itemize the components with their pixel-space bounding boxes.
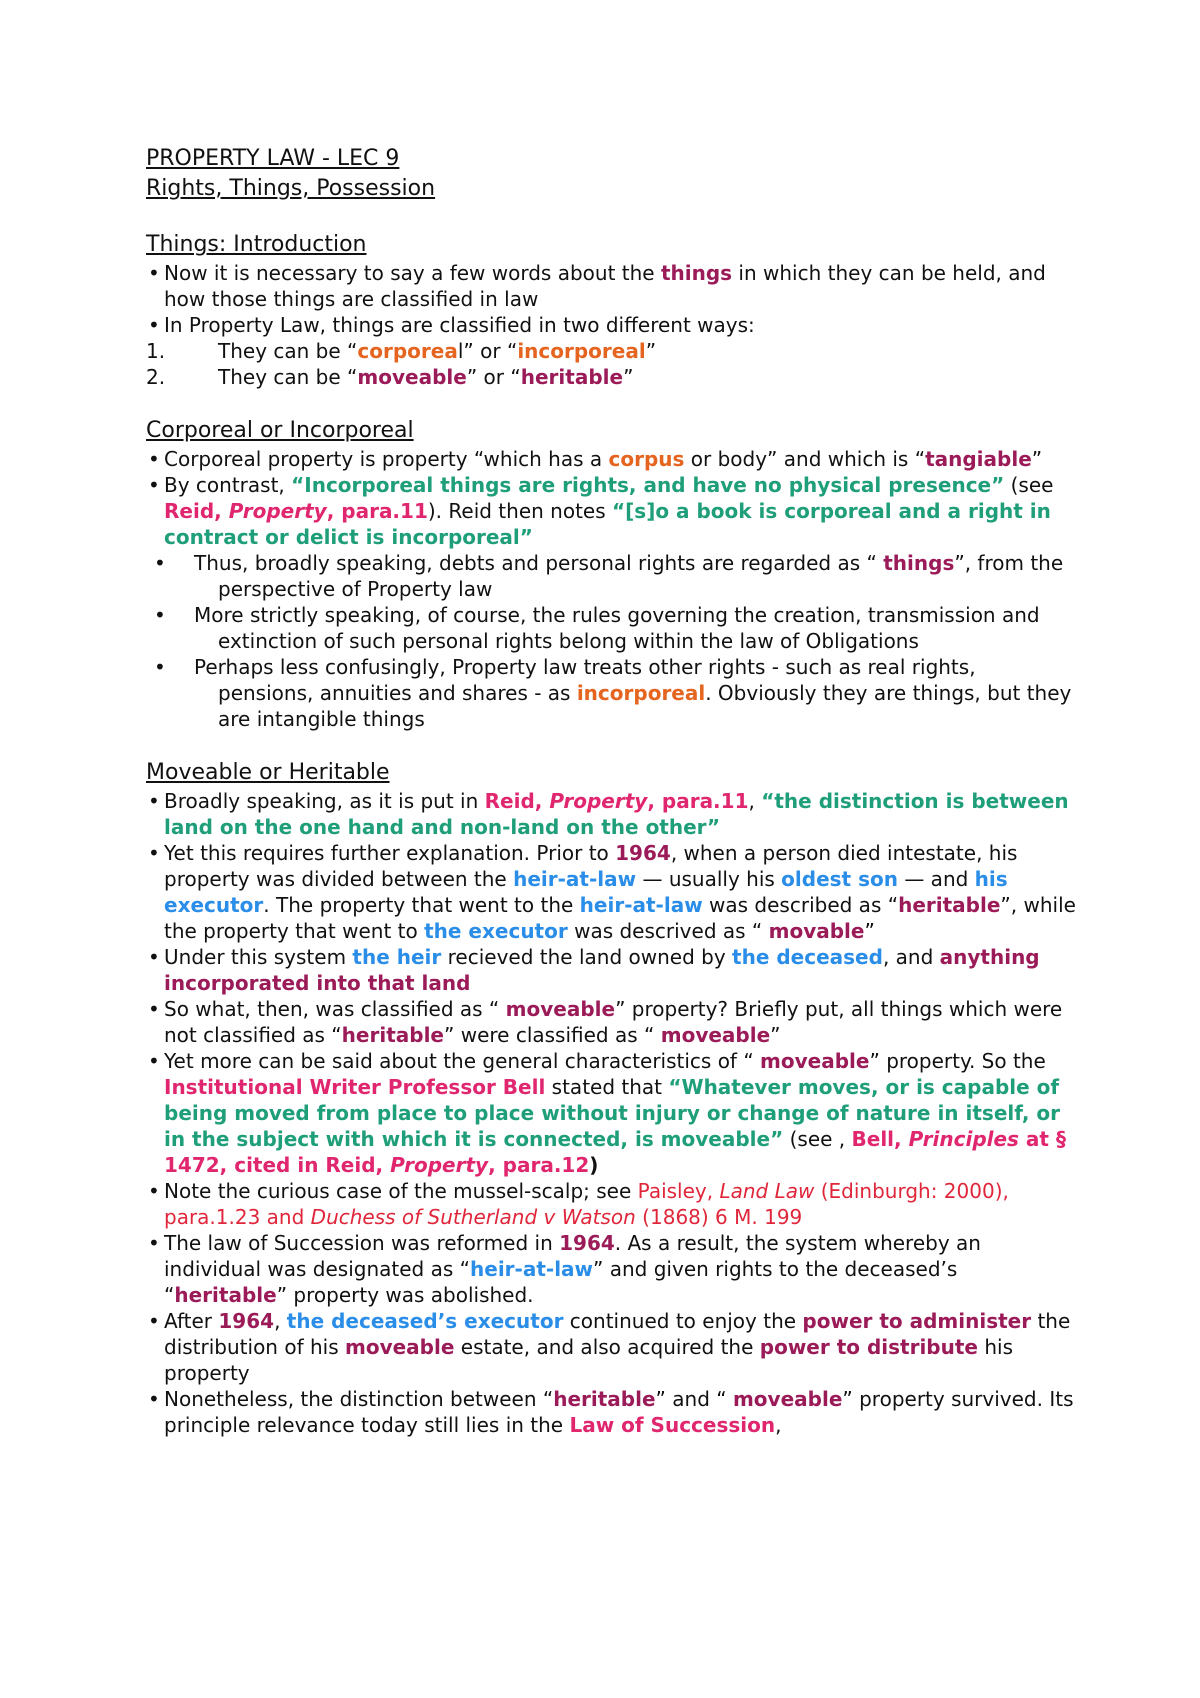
highlighted-text: moveable xyxy=(732,1387,843,1411)
bullet-item xyxy=(146,788,1076,840)
text-run: Yet more can be said about the general characteristics of “ xyxy=(164,1049,761,1073)
highlighted-text: Land Law xyxy=(719,1179,815,1203)
text-run: estate, and also acquired the xyxy=(454,1335,760,1359)
highlighted-text: moveable xyxy=(505,997,616,1021)
text-run: Thus, broadly speaking, debts and personal rights are regarded as “ xyxy=(194,551,884,575)
highlighted-text: Bell, xyxy=(851,1127,909,1151)
text-run: Under this system xyxy=(164,945,353,969)
highlighted-text: corpus xyxy=(608,447,685,471)
text-run: ” or “ xyxy=(466,365,521,389)
text-run: After xyxy=(164,1309,219,1333)
highlighted-text: things xyxy=(660,261,733,285)
highlighted-text: heritable xyxy=(898,893,1001,917)
text-run: — and xyxy=(897,867,975,891)
highlighted-text: moveable xyxy=(760,1049,870,1073)
document-title: PROPERTY LAW - LEC 9 xyxy=(146,146,400,171)
item-number: 1. xyxy=(146,339,166,363)
highlighted-text: power to distribute xyxy=(759,1335,978,1359)
highlighted-text: at § 1472, cited in Reid, xyxy=(164,1127,1066,1177)
highlighted-text: heritable xyxy=(520,365,624,389)
bullet-item xyxy=(146,1308,1076,1386)
highlighted-text: the executor xyxy=(424,919,568,943)
bullet-item xyxy=(146,840,1076,944)
highlighted-text: “Whatever moves, or is capable of being moved from place to place without injury or change of nature in itself, or in the subject with which it is connected, is moveable” xyxy=(164,1075,1061,1151)
text-run: Note the curious case of the mussel-scalp; see xyxy=(164,1179,638,1203)
text-run: ). Reid then notes xyxy=(427,499,612,523)
text-run: . The property that went to the xyxy=(263,893,580,917)
text-run: Broadly speaking, as it is put in xyxy=(164,789,485,813)
text-run: ” xyxy=(645,339,657,363)
numbered-item xyxy=(146,364,1076,390)
text-run: ” property was abolished. xyxy=(276,1283,534,1307)
text-run: They can be “ xyxy=(218,339,358,363)
highlighted-text: the deceased xyxy=(732,945,883,969)
text-run: ” and “ xyxy=(655,1387,733,1411)
text-run: or body” and which is “ xyxy=(684,447,926,471)
highlighted-text: anything incorporated into that land xyxy=(164,945,1040,995)
text-run: (see , xyxy=(783,1127,852,1151)
bullet-item xyxy=(146,312,1076,338)
text-run: . As a result, the system whereby an individual was designated as “ xyxy=(164,1231,981,1281)
text-run: continued to enjoy the xyxy=(563,1309,803,1333)
text-run: Nonetheless, the distinction between “ xyxy=(164,1387,554,1411)
bullet-item xyxy=(146,1048,1076,1178)
highlighted-text: , para.11 xyxy=(326,499,428,523)
text-run: the distribution of his xyxy=(164,1309,1071,1359)
text-run: was descrived as “ xyxy=(567,919,769,943)
highlighted-text: Reid, xyxy=(164,499,229,523)
text-run: , xyxy=(274,1309,287,1333)
highlighted-text: Property xyxy=(390,1153,489,1177)
highlighted-text: (1868) 6 M. 199 xyxy=(635,1205,803,1229)
highlighted-text: power to administer xyxy=(802,1309,1032,1333)
highlighted-text: incorporeal xyxy=(576,681,706,705)
highlighted-text: the deceased’s executor xyxy=(286,1309,564,1333)
bullet-item xyxy=(146,654,1076,732)
text-run: , when a person died intestate, his property was divided between the xyxy=(164,841,1018,891)
section-heading: Corporeal or Incorporeal xyxy=(146,418,414,443)
text-run: , xyxy=(748,789,762,813)
section-heading: Moveable or Heritable xyxy=(146,760,390,785)
text-run: his property xyxy=(164,1335,1014,1385)
section xyxy=(146,230,1076,390)
highlighted-text: oldest son xyxy=(781,867,898,891)
text-run: ” xyxy=(770,1023,781,1047)
bullet-item xyxy=(146,260,1076,312)
section xyxy=(146,416,1076,732)
text-run: ” xyxy=(864,919,875,943)
text-run: in which they can be held, and how those things are classified in law xyxy=(164,261,1046,311)
highlighted-text: “the distinction is between land on the one hand and non-land on the other” xyxy=(164,789,1069,839)
text-run: l” or “ xyxy=(457,339,518,363)
highlighted-text: heir-at-law xyxy=(513,867,637,891)
text-run: The law of Succession was reformed in xyxy=(164,1231,560,1255)
highlighted-text: heir-at-law xyxy=(579,893,703,917)
highlighted-text: Paisley, xyxy=(637,1179,720,1203)
bullet-item xyxy=(146,1386,1076,1438)
bullet-item xyxy=(146,996,1076,1048)
highlighted-text: Duchess of Sutherland v Watson xyxy=(310,1205,636,1229)
highlighted-text: moveable xyxy=(344,1335,455,1359)
highlighted-text: movable xyxy=(768,919,865,943)
highlighted-text: Principles xyxy=(908,1127,1019,1151)
bullet-item xyxy=(146,472,1076,550)
text-run: . Obviously they are things, but they are intangible things xyxy=(218,681,1072,731)
text-run: , and xyxy=(882,945,940,969)
item-number: 2. xyxy=(146,365,166,389)
text-run: stated that xyxy=(545,1075,669,1099)
bullet-item xyxy=(146,550,1076,602)
text-run: recieved the land owned by xyxy=(441,945,733,969)
section-heading: Things: Introduction xyxy=(146,232,367,257)
highlighted-text: Property xyxy=(228,499,327,523)
highlighted-text: 1964 xyxy=(218,1309,275,1333)
bullet-item xyxy=(146,944,1076,996)
highlighted-text: corporea xyxy=(357,339,458,363)
text-run: (see xyxy=(1004,473,1054,497)
text-run: ”, while the property that went to xyxy=(164,893,1076,943)
text-run: More strictly speaking, of course, the rules governing the creation, transmission and extinction of such personal rights belong within the law of Obligations xyxy=(194,603,1040,653)
text-run: , xyxy=(775,1413,782,1437)
text-run: ) xyxy=(589,1153,599,1177)
bullet-item xyxy=(146,1178,1076,1230)
document-page xyxy=(146,144,1076,1438)
highlighted-text: the heir xyxy=(352,945,442,969)
text-run: Now it is necessary to say a few words about the xyxy=(164,261,661,285)
text-run: Perhaps less confusingly, Property law treats other rights - such as real rights, pensions, annuities and shares - as xyxy=(194,655,976,705)
highlighted-text: 1964 xyxy=(615,841,671,865)
highlighted-text: heritable xyxy=(174,1283,277,1307)
text-run: ” xyxy=(1031,447,1043,471)
bullet-item xyxy=(146,446,1076,472)
highlighted-text: Property xyxy=(549,789,648,813)
sections-container xyxy=(146,230,1076,1438)
text-run: was described as “ xyxy=(702,893,899,917)
section xyxy=(146,758,1076,1438)
bullet-item xyxy=(146,602,1076,654)
highlighted-text: Reid, xyxy=(484,789,550,813)
text-run: ” and given rights to the deceased’s “ xyxy=(164,1257,958,1307)
text-run: ” xyxy=(623,365,634,389)
highlighted-text: “Incorporeal things are rights, and have no physical presence” xyxy=(291,473,1005,497)
highlighted-text: tangiable xyxy=(925,447,1032,471)
text-run: — usually his xyxy=(636,867,782,891)
highlighted-text: heritable xyxy=(553,1387,656,1411)
numbered-item xyxy=(146,338,1076,364)
highlighted-text: Law of Succession xyxy=(569,1413,776,1437)
text-run: ” property. So the xyxy=(869,1049,1046,1073)
highlighted-text: Institutional Writer Professor Bell xyxy=(164,1075,546,1099)
highlighted-text: 1964 xyxy=(559,1231,615,1255)
highlighted-text: moveable xyxy=(357,365,467,389)
highlighted-text: heir-at-law xyxy=(470,1257,594,1281)
document-subtitle: Rights, Things, Possession xyxy=(146,176,436,201)
bullet-item xyxy=(146,1230,1076,1308)
text-run: In Property Law, things are classified in two different ways: xyxy=(164,313,755,337)
highlighted-text: heritable xyxy=(341,1023,444,1047)
highlighted-text: (Edinburgh: 2000), para.1.23 and xyxy=(164,1179,1009,1229)
highlighted-text: incorporeal xyxy=(517,339,646,363)
highlighted-text: , para.11 xyxy=(647,789,749,813)
highlighted-text: his executor xyxy=(164,867,1008,917)
highlighted-text: things xyxy=(883,551,955,575)
highlighted-text: moveable xyxy=(660,1023,771,1047)
text-run: ” were classified as “ xyxy=(444,1023,661,1047)
text-run: They can be “ xyxy=(218,365,358,389)
text-run: ”, from the perspective of Property law xyxy=(218,551,1064,601)
text-run: Corporeal property is property “which has a xyxy=(164,447,609,471)
highlighted-text: , para.12 xyxy=(488,1153,590,1177)
text-run: ” property? Briefly put, all things which were not classified as “ xyxy=(164,997,1063,1047)
text-run: By contrast, xyxy=(164,473,292,497)
text-run: ” property survived. Its principle relevance today still lies in the xyxy=(164,1387,1074,1437)
text-run: So what, then, was classified as “ xyxy=(164,997,506,1021)
text-run: Yet this requires further explanation. Prior to xyxy=(164,841,616,865)
highlighted-text: “[s]o a book is corporeal and a right in contract or delict is incorporeal” xyxy=(164,499,1051,549)
